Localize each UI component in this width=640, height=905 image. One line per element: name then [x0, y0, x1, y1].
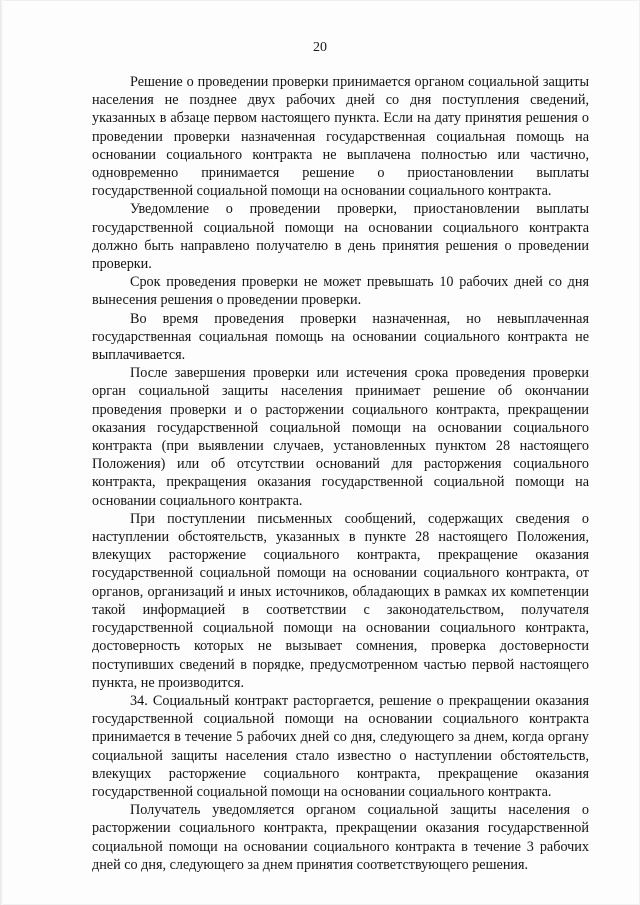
paragraph-inspection-notice: Уведомление о проведении проверки, приостановлении выплаты государственной социальной помощи на основании социального контракта должно быть направлено получателю в день принятия решения о проведении проверки.: [92, 201, 589, 273]
paragraph-inspection-result: После завершения проверки или истечения срока проведения проверки орган социальной защиты населения принимает решение об окончании проведения проверки и о расторжении социального контракта, прекращении оказания государственной социальной помощи на основании социального контракта (при выявлении случаев, установленных пунктом 28 настоящего Положения) или об отсутствии оснований для расторжения социального контракта, прекращения оказания государственной социальной помощи на основании социального контракта.: [92, 365, 589, 509]
paragraph-recipient-notice: Получатель уведомляется органом социальной защиты населения о расторжении социального контракта, прекращении оказания государственной социальной помощи на основании социального контракта в течение 3 рабочих дней со дня, следующего за днем принятия соответствующего решения.: [92, 802, 589, 873]
paragraph-inspection-decision: Решение о проведении проверки принимается органом социальной защиты населения не позднее двух рабочих дней со дня поступления сведений, указанных в абзаце первом настоящего пункта. Если на дату принятия решения о проведении проверки назначенная государственная социальная помощь на основании социального контракта не выплачена полностью или частично, одновременно принимается решение о приостановлении выплаты государственной социальной помощи на основании социального контракта.: [92, 74, 589, 200]
paragraph-payment-suspension: Во время проведения проверки назначенная, но невыплаченная государственная социальная помощь на основании социального контракта не выплачивается.: [92, 310, 589, 364]
paragraph-inspection-term: Срок проведения проверки не может превышать 10 рабочих дней со дня вынесения решения о проведении проверки.: [92, 274, 589, 309]
page-number: 20: [313, 40, 327, 55]
scan-edge: [0, 0, 3, 905]
paragraph-item-34: 34. Социальный контракт расторгается, решение о прекращении оказания государственной социальной помощи на основании социального контракта принимается в течение 5 рабочих дней со дня, следующего за днем, когда органу социальной защиты населения стало известно о наступлении обстоятельств, влекущих расторжение социального контракта, прекращение оказания государственной социальной помощи на основании социального контракта.: [92, 692, 589, 800]
document-body: [92, 73, 589, 874]
paragraph-written-reports: При поступлении письменных сообщений, содержащих сведения о наступлении обстоятельств, указанных в пункте 28 настоящего Положения, влекущих расторжение социального контракта, прекращение оказания государственной социальной помощи на основании социального контракта, от органов, организаций и иных источников, обладающих в рамках их компетенции такой информацией в соответствии с законодательством, получателя государственной социальной помощи на основании социального контракта, достоверность которых не вызывает сомнения, проверка достоверности поступивших сведений в порядке, предусмотренном частью первой настоящего пункта, не производится.: [92, 510, 589, 691]
